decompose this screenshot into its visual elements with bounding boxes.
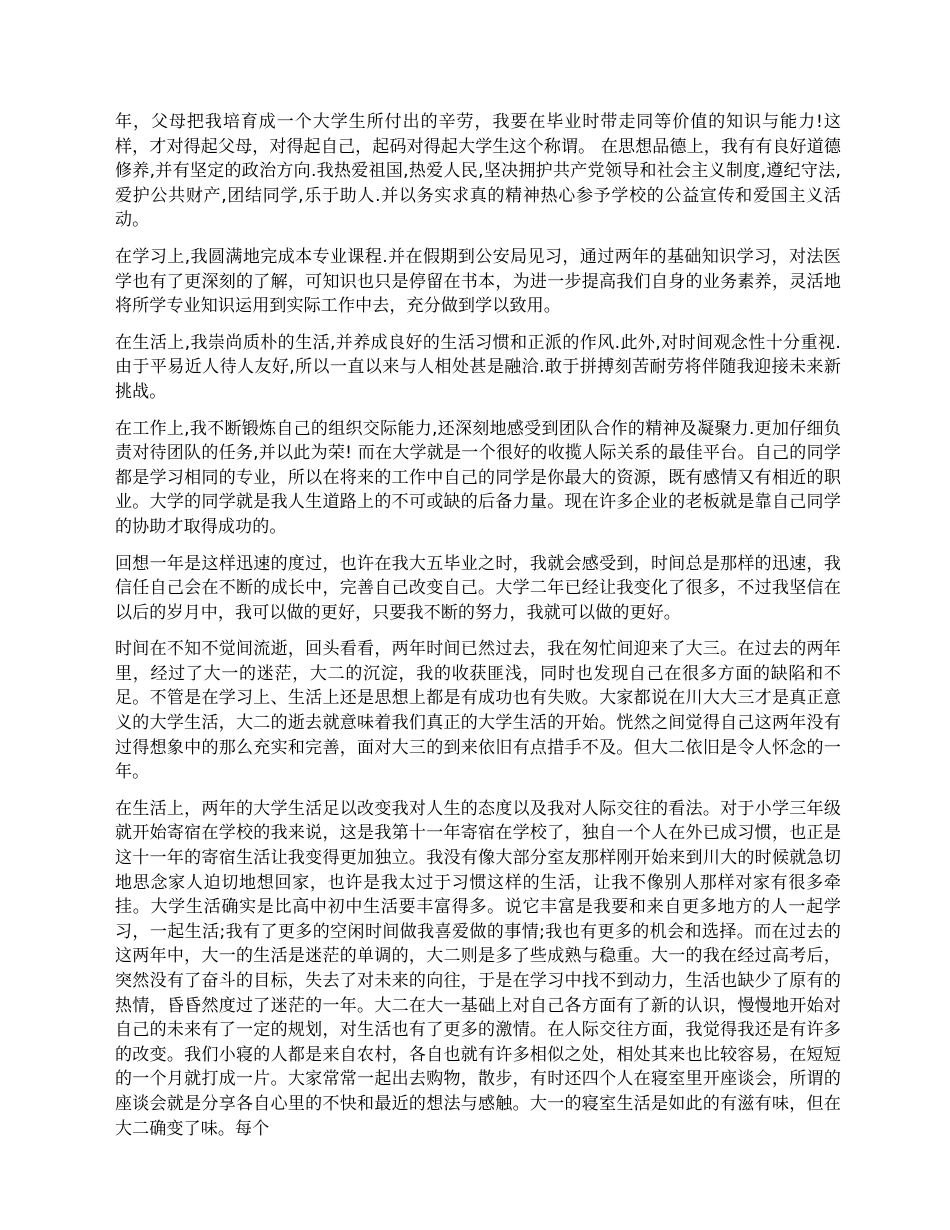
paragraph: 年，父母把我培育成一个大学生所付出的辛劳，我要在毕业时带走同等价值的知识与能力!这样，才对得起父母，对得起自己，起码对得起大学生这个称谓。 在思想品德上，我有有良好道德修养,并有坚定的政治方向.我热爱祖国,热爱人民,坚决拥护共产党领导和社会主义制度,遵纪守法,爱护公共财产,团结同学,乐于助人.并以务实求真的精神热心参予学校的公益宣传和爱国主义活动。 [115, 112, 841, 231]
paragraph: 回想一年是这样迅速的度过，也许在我大五毕业之时，我就会感受到，时间总是那样的迅速，我信任自己会在不断的成长中，完善自己改变自己。大学二年已经让我变化了很多，不过我坚信在以后的岁月中，我可以做的更好，只要我不断的努力，我就可以做的更好。 [115, 553, 841, 623]
paragraph: 在工作上,我不断锻炼自己的组织交际能力,还深刻地感受到团队合作的精神及凝聚力.更加仔细负责对待团队的任务,并以此为荣! 而在大学就是一个很好的收揽人际关系的最佳平台。自己的同学都是学习相同的专业，所以在将来的工作中自己的同学是你最大的资源，既有感情又有相近的职业。大学的同学就是我人生道路上的不可或缺的后备力量。现在许多企业的老板就是靠自己同学的协助才取得成功的。 [115, 418, 841, 537]
paragraph: 在学习上,我圆满地完成本专业课程.并在假期到公安局见习，通过两年的基础知识学习，对法医学也有了更深刻的了解，可知识也只是停留在书本，为进一步提高我们自身的业务素养，灵活地将所学专业知识运用到实际工作中去，充分做到学以致用。 [115, 246, 841, 317]
paragraph: 在生活上，两年的大学生活足以改变我对人生的态度以及我对人际交往的看法。对于小学三年级就开始寄宿在学校的我来说，这是我第十一年寄宿在学校了，独自一个人在外已成习惯，也正是这十一年的寄宿生活让我变得更加独立。我没有像大部分室友那样刚开始来到川大的时候就急切地思念家人迫切地想回家，也许是我太过于习惯这样的生活，让我不像别人那样对家有很多牵挂。大学生活确实是比高中初中生活要丰富得多。说它丰富是我要和来自更多地方的人一起学习，一起生活;我有了更多的空闲时间做我喜爱做的事情;我也有更多的机会和选择。而在过去的这两年中，大一的生活是迷茫的单调的，大二则是多了些成熟与稳重。大一的我在经过高考后，突然没有了奋斗的目标，失去了对未来的向往，于是在学习中找不到动力，生活也缺少了原有的热情，昏昏然度过了迷茫的一年。大二在大一基础上对自己各方面有了新的认识，慢慢地开始对自己的未来有了一定的规划，对生活也有了更多的激情。在人际交往方面，我觉得我还是有许多的改变。我们小寝的人都是来自农村，各自也就有许多相似之处，相处其来也比较容易，在短短的一个月就打成一片。大家常常一起出去购物，散步，有时还四个人在寝室里开座谈会，所谓的座谈会就是分享各自心里的不快和最近的想法与感触。大一的寝室生活是如此的有滋有味，但在大二确变了味。每个 [115, 798, 841, 1139]
paragraph: 在生活上,我崇尚质朴的生活,并养成良好的生活习惯和正派的作风.此外,对时间观念性十分重视.由于平易近人待人友好,所以一直以来与人相处甚是融洽.敢于拼搏刻苦耐劳将伴随我迎接未来新挑战。 [115, 332, 841, 402]
paragraph: 时间在不知不觉间流逝，回头看看，两年时间已然过去，我在匆忙间迎来了大三。在过去的两年里，经过了大一的迷茫，大二的沉淀，我的收获匪浅，同时也发现自己在很多方面的缺陷和不足。不管是在学习上、生活上还是思想上都是有成功也有失败。大家都说在川大大三才是真正意义的大学生活，大二的逝去就意味着我们真正的大学生活的开始。恍然之间觉得自己这两年没有过得想象中的那么充实和完善，面对大三的到来依旧有点措手不及。但大二依旧是令人怀念的一年。 [115, 639, 841, 783]
document-body [115, 110, 841, 1153]
